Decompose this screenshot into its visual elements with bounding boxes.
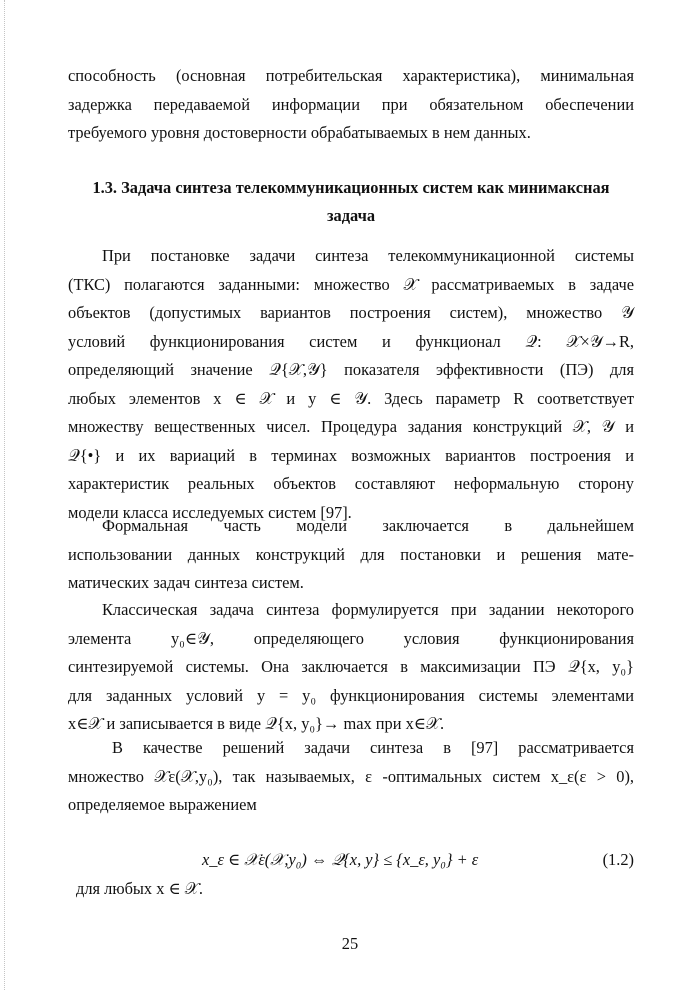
text-line: использовании данных конструкций для постановки и решения мате- [68, 544, 634, 564]
text-line: матических задач синтеза систем. [68, 573, 304, 592]
text-line: Формальная часть модели заключается в дальнейшем [102, 516, 634, 535]
paragraph-1 [68, 242, 634, 527]
text-line: синтезируемой системы. Она заключается в максимизации ПЭ 𝒬{x, y₀} [68, 657, 634, 676]
text-line: требуемого уровня достоверности обрабатываемых в нем данных. [68, 123, 531, 142]
text-line: способность (основная потребительская характеристика), минимальная [68, 66, 634, 85]
section-heading-line-1: 1.3. Задача синтеза телекоммуникационных систем как минимаксная [92, 178, 610, 197]
text-line: В качестве решений задачи синтеза в [97] рассматривается [112, 738, 634, 757]
equation-number: (1.2) [602, 850, 634, 869]
page-edge-dotted-line [4, 0, 5, 990]
text-line: определяющий значение 𝒬{𝒳,𝒴} показателя эффективности (ПЭ) для [68, 360, 634, 379]
text-line: (ТКС) полагаются заданными: множество 𝒳 рассматриваемых в задаче [68, 274, 634, 294]
text-line: модели класса исследуемых систем [97]. [68, 502, 352, 522]
text-line: характеристик реальных объектов составляют неформальную сторону [68, 474, 634, 493]
equation-formula: x_ε ∈ 𝒳ε(𝒳,y₀) ⇔ 𝒬{x, y} ≤ {x_ε, y₀} + ε [202, 850, 479, 869]
after-equation-text: для любых x ∈ 𝒳. [76, 879, 203, 898]
text-line: любых элементов x ∈ 𝒳 и y ∈ 𝒴. Здесь параметр R соответствует [68, 388, 634, 408]
paragraph-2 [68, 512, 634, 598]
paragraph-3 [68, 596, 634, 739]
text-line: объектов (допустимых вариантов построения систем), множество 𝒴 [68, 303, 634, 322]
page-number: 25 [341, 934, 359, 953]
text-line: условий функционирования систем и функционал 𝒬: 𝒳×𝒴→R, [68, 331, 634, 351]
text-line: При постановке задачи синтеза телекоммуникационной системы [102, 246, 634, 265]
text-line: элемента y₀∈𝒴, определяющего условия функционирования [68, 628, 634, 648]
text-line: 𝒬{•} и их вариаций в терминах возможных вариантов построения и [68, 445, 634, 465]
intro-paragraph [68, 62, 634, 148]
equation-row [68, 846, 634, 874]
text-line: множеству вещественных чисел. Процедура задания конструкций 𝒳, 𝒴 и [68, 417, 634, 436]
text-line: множество 𝒳ε(𝒳,y₀), так называемых, ε -оптимальных систем x_ε(ε > 0), [68, 766, 634, 786]
text-line: Классическая задача синтеза формулируется при задании некоторого [102, 600, 634, 619]
text-line: для заданных условий y = y₀ функционирования системы элементами [68, 685, 634, 705]
text-line: задержка передаваемой информации при обязательном обеспечении [68, 94, 634, 114]
section-heading [68, 174, 634, 230]
section-heading-line-2: задача [326, 206, 376, 225]
paragraph-4 [68, 734, 634, 820]
text-line: определяемое выражением [68, 795, 257, 814]
text-line: x∈𝒳 и записывается в виде 𝒬{x, y₀}→ max при x∈𝒳. [68, 714, 445, 733]
